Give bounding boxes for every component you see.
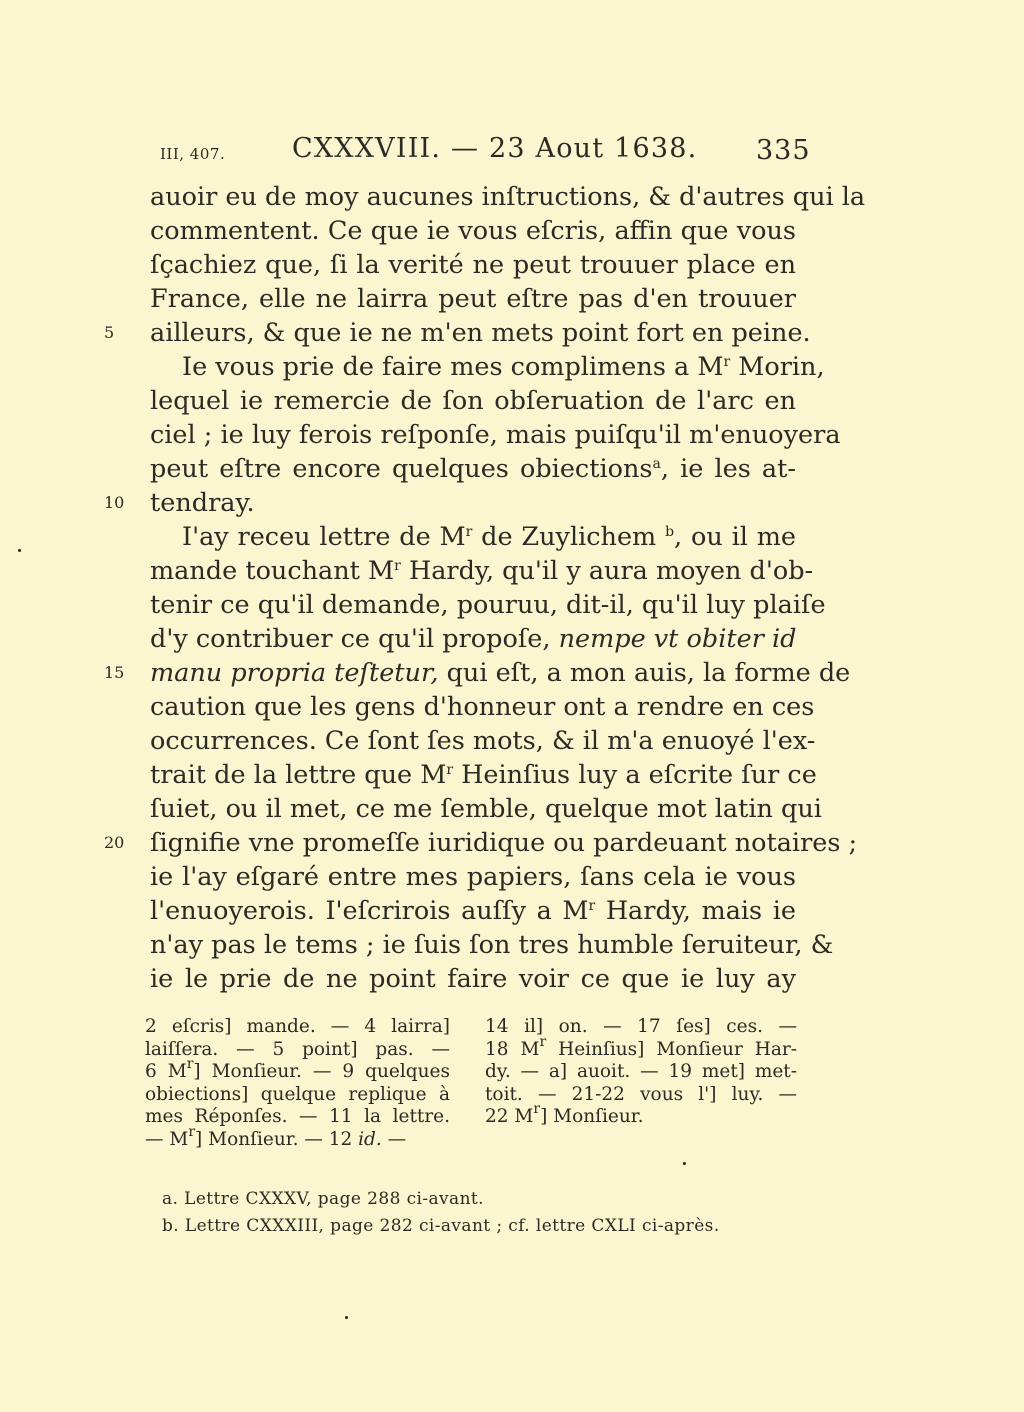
text-line [150,554,814,588]
text-run: qui eſt, a mon auis, la forme de [438,658,851,688]
text-line [150,452,796,486]
text-run: 2 eſcris] mande. — 4 lairra] [145,1016,450,1037]
text-line [150,792,822,826]
text-run: trait de la lettre que M [150,760,447,790]
speck-mark [683,1162,686,1165]
line-number: 20 [104,833,125,852]
variant-line [145,1056,450,1084]
text-run: ſçachiez que, ſi la verité ne peut trouuer place en [150,250,796,280]
text-run: — [381,1128,407,1150]
line-number: 10 [104,493,125,512]
superscript: r [539,1033,547,1050]
text-run: d'y contribuer ce qu'il propoſe, [150,624,559,654]
line-number: 5 [104,323,115,342]
variant-line [145,1016,450,1039]
variant-line [485,1101,797,1129]
text-run: Heinſius] Monſieur Har- [546,1038,797,1060]
variant-line [485,1084,797,1107]
text-run: France, elle ne lairra peut eſtre pas d'en trouuer [150,284,796,314]
text-run: 18 M [485,1038,540,1060]
text-run: laiſſera. — 5 point] pas. — [145,1038,450,1060]
text-run: I'ay receu lettre de M [182,522,466,552]
text-line [150,622,796,656]
italic-text: nempe vt obiter id [558,624,797,654]
text-line [104,826,858,860]
text-run: commentent. Ce que ie vous eſcris, affin que vous [150,216,796,246]
text-run: tendray. [150,488,255,518]
letter-body [104,180,866,996]
variant-line [145,1123,450,1152]
superscript: a [652,456,661,472]
text-line [150,724,816,758]
text-run: ] Monſieur. — 12 [195,1128,359,1150]
text-line [104,316,811,350]
text-run: — M [145,1128,189,1150]
text-run: ſignifie vne promeſſe iuridique ou pardeuant notaires ; [150,828,858,858]
page-number: 335 [756,135,811,166]
text-run: ] Monſieur. [540,1106,644,1127]
superscript: r [465,524,473,540]
text-run: tenir ce qu'il demande, pouruu, dit-il, qu'il luy plaiſe [150,590,826,620]
text-line [150,180,866,214]
variant-column-left [145,1016,450,1151]
superscript: r [394,558,401,574]
superscript: r [186,1056,194,1072]
text-run: 6 M [145,1061,187,1082]
text-run: Heinſius luy a eſcrite ſur ce [453,760,817,790]
text-run: toit. — 21-22 vous l'] luy. — [485,1083,797,1105]
speck-mark [18,549,21,552]
italic-text: manu propria teſtetur, [150,658,439,688]
text-run: ] Monſieur. — 9 quelques [193,1061,450,1082]
text-line [150,894,796,928]
variant-line [485,1033,797,1062]
text-run: Morin, [730,352,825,382]
text-run: mes Réponſes. — 11 la lettre. [145,1106,450,1127]
superscript: r [723,354,731,370]
text-run: Hardy, qu'il y aura moyen d'ob- [400,556,814,586]
text-line [150,962,796,996]
text-line [150,928,834,962]
text-run: ſuiet, ou il met, ce me ſemble, quelque mot latin qui [150,794,822,824]
text-run: n'ay pas le tems ; ie ſuis ſon tres humble ſeruiteur, & [150,930,834,960]
text-line [150,860,796,894]
variant-line [145,1084,450,1107]
text-line [150,520,796,554]
text-run: 22 M [485,1106,534,1127]
text-run: caution que les gens d'honneur ont a rendre en ces [150,692,815,722]
text-line [150,588,826,622]
text-run: Hardy, mais ie [595,896,796,926]
footnotes [162,1186,720,1240]
text-run: peut eſtre encore quelques obiections [150,454,653,484]
text-line [150,418,841,452]
superscript: r [188,1123,196,1140]
variant-column-right [485,1016,797,1129]
superscript: b [665,524,675,540]
text-run: ie le prie de ne point faire voir ce que ie luy ay [150,964,796,994]
text-run: Ie vous prie de faire mes complimens a M [182,352,724,382]
text-line [150,214,796,248]
italic-text: id. [358,1128,382,1150]
text-run: ailleurs, & que ie ne m'en mets point fort en peine. [150,318,811,348]
footnote: a. Lettre CXXXV, page 288 ci-avant. [162,1189,484,1209]
text-line [104,486,796,520]
text-line [150,282,796,316]
variant-line [485,1061,797,1084]
letter-heading: CXXXVIII. — 23 Aout 1638. [292,133,698,164]
running-header [0,133,1024,173]
text-run: ie l'ay eſgaré entre mes papiers, ſans cela ie vous [150,862,796,892]
text-run: occurrences. Ce ſont ſes mots, & il m'a enuoyé l'ex- [150,726,816,756]
text-line [150,690,815,724]
volume-reference: III, 407. [160,145,226,163]
line-number: 15 [104,663,125,682]
text-run: lequel ie remercie de ſon obſeruation de l'arc en [150,386,796,416]
text-line [150,350,825,384]
text-run: l'enuoyerois. I'eſcrirois auſſy a M [150,896,589,926]
text-run: dy. — a] auoit. — 19 met] met- [485,1061,797,1082]
text-line [150,248,796,282]
variant-line [485,1016,797,1039]
text-line [104,656,851,690]
text-run: 14 il] on. — 17 ſes] ces. — [485,1016,797,1037]
text-run: auoir eu de moy aucunes inſtructions, & d'autres qui la [150,182,866,212]
text-run: mande touchant M [150,556,395,586]
footnote: b. Lettre CXXXIII, page 282 ci-avant ; cf. lettre CXLI ci-après. [162,1216,720,1236]
text-run: ciel ; ie luy ferois reſponſe, mais puiſqu'il m'enuoyera [150,420,841,450]
text-line [150,384,796,418]
text-run: , ou il me [674,522,796,552]
superscript: r [533,1101,541,1117]
speck-mark [345,1316,348,1319]
superscript: r [446,762,454,778]
text-line [150,758,817,792]
superscript: r [588,898,596,914]
text-run: , ie les at- [660,454,796,484]
text-run: obiections] quelque replique à [145,1083,450,1105]
text-run: de Zuylichem [472,522,666,552]
